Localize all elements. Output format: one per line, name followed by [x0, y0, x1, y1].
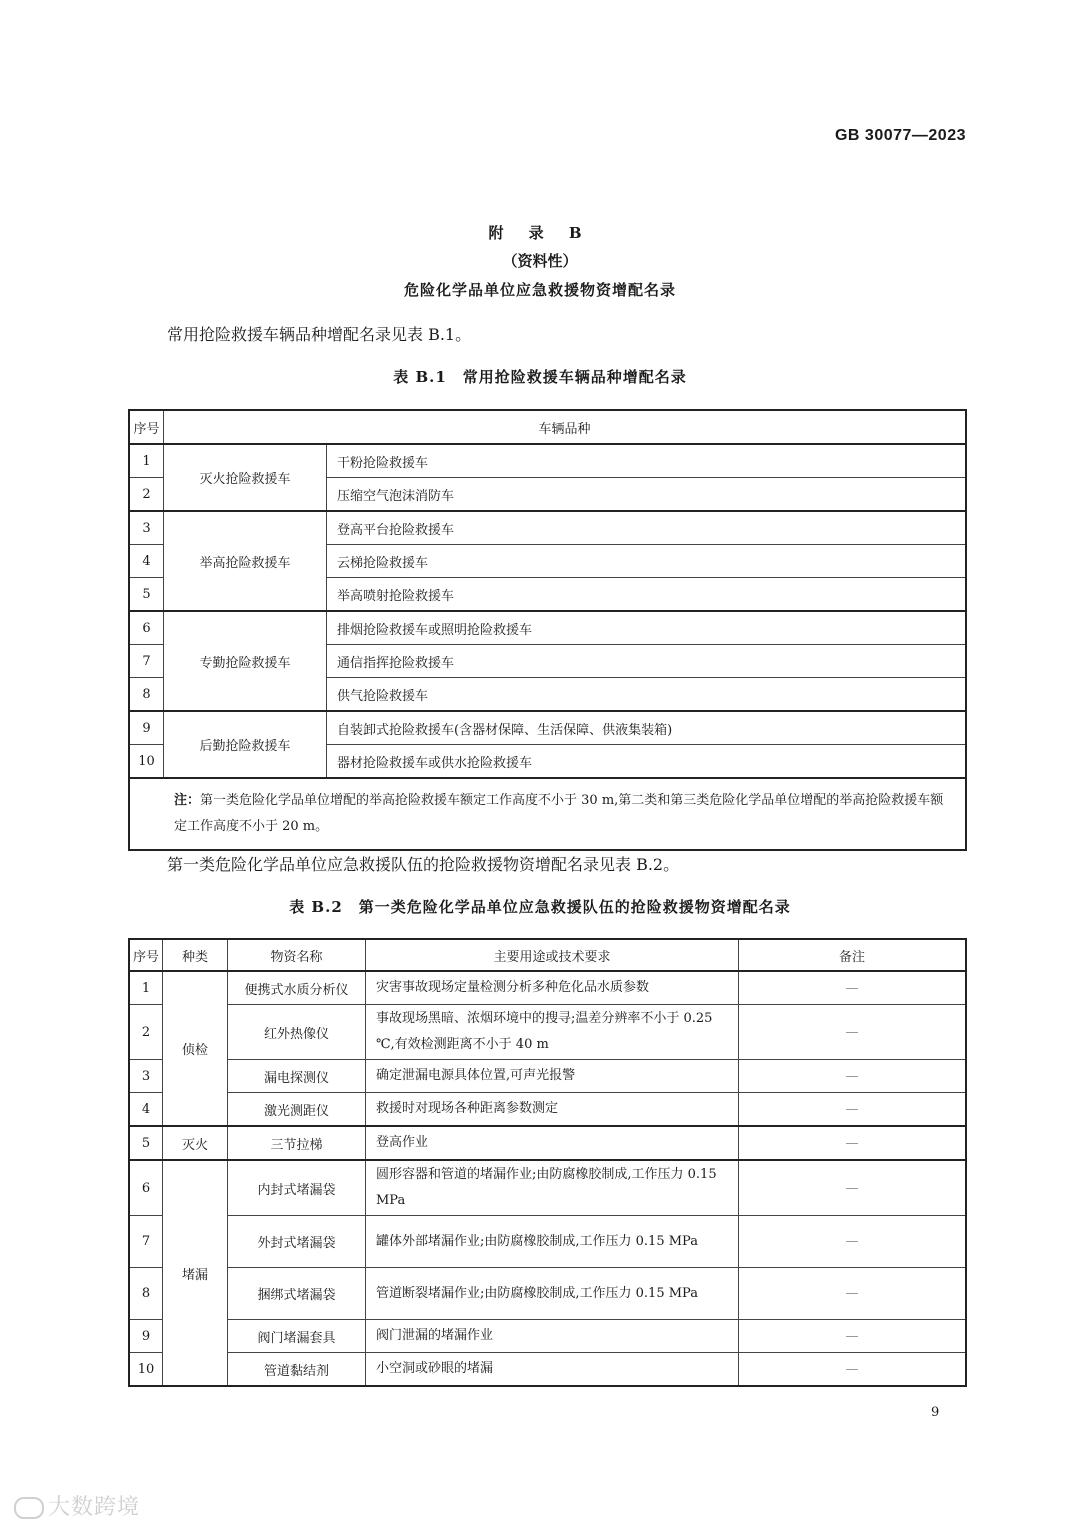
row-name: 内封式堵漏袋 — [228, 1160, 366, 1216]
note-text: 第一类危险化学品单位增配的举高抢险救援车额定工作高度不小于 30 m,第二类和第三类危险化学品单位增配的举高抢险救援车额定工作高度不小于 20 m。 — [174, 793, 944, 834]
table-row — [129, 1126, 966, 1160]
table-header-no: 序号 — [129, 410, 164, 444]
row-requirement: 罐体外部堵漏作业;由防腐橡胶制成,工作压力 0.15 MPa — [366, 1216, 739, 1268]
table-b1-caption: 表 B.1 常用抢险救援车辆品种增配名录 — [393, 368, 687, 386]
row-remark: — — [739, 1353, 967, 1387]
table-row — [129, 611, 966, 645]
row-remark: — — [739, 1320, 967, 1353]
row-remark: — — [739, 1060, 967, 1093]
row-remark: — — [739, 1093, 967, 1127]
row-name: 供气抢险救援车 — [327, 678, 967, 712]
appendix-title: 附 录 B — [488, 224, 592, 242]
row-name: 云梯抢险救援车 — [327, 545, 967, 578]
row-name: 自装卸式抢险救援车(含器材保障、生活保障、供液集装箱) — [327, 711, 967, 745]
row-no: 3 — [129, 511, 164, 545]
row-no: 6 — [129, 1160, 163, 1216]
table-b1 — [128, 409, 967, 851]
row-no: 1 — [129, 444, 164, 478]
table-row — [129, 444, 966, 478]
row-name: 压缩空气泡沫消防车 — [327, 478, 967, 512]
table-row — [129, 1093, 966, 1127]
table-b1-note — [129, 778, 966, 850]
table-header-remark: 备注 — [739, 939, 967, 971]
table-header-vehicle: 车辆品种 — [164, 410, 967, 444]
table-row — [129, 1320, 966, 1353]
table-row — [129, 1353, 966, 1387]
row-no: 3 — [129, 1060, 163, 1093]
intro-paragraph-1: 常用抢险救援车辆品种增配名录见表 B.1。 — [167, 325, 472, 344]
row-name: 干粉抢险救援车 — [327, 444, 967, 478]
row-no: 2 — [129, 478, 164, 512]
table-header-requirement: 主要用途或技术要求 — [366, 939, 739, 971]
appendix-name: 危险化学品单位应急救援物资增配名录 — [403, 281, 676, 299]
row-category: 后勤抢险救援车 — [164, 711, 327, 778]
standard-number: GB 30077—2023 — [834, 127, 966, 144]
row-no: 5 — [129, 1126, 163, 1160]
note-label: 注： — [174, 793, 201, 808]
row-requirement: 登高作业 — [366, 1126, 739, 1160]
row-no: 6 — [129, 611, 164, 645]
table-row — [129, 511, 966, 545]
row-name: 便携式水质分析仪 — [228, 971, 366, 1005]
table-header-no: 序号 — [129, 939, 163, 971]
row-no: 8 — [129, 1268, 163, 1320]
row-remark: — — [739, 1160, 967, 1216]
table-row — [129, 1160, 966, 1216]
row-remark: — — [739, 1268, 967, 1320]
row-no: 2 — [129, 1005, 163, 1060]
row-category: 专勤抢险救援车 — [164, 611, 327, 711]
row-no: 1 — [129, 971, 163, 1005]
row-remark: — — [739, 971, 967, 1005]
row-category: 灭火抢险救援车 — [164, 444, 327, 511]
row-kind: 侦检 — [163, 971, 228, 1126]
row-no: 4 — [129, 1093, 163, 1127]
row-no: 8 — [129, 678, 164, 712]
table-row — [129, 1005, 966, 1060]
row-requirement: 管道断裂堵漏作业;由防腐橡胶制成,工作压力 0.15 MPa — [366, 1268, 739, 1320]
row-requirement: 事故现场黑暗、浓烟环境中的搜寻;温差分辨率不小于 0.25 ℃,有效检测距离不小于 40 m — [366, 1005, 739, 1060]
row-name: 阀门堵漏套具 — [228, 1320, 366, 1353]
table-row — [129, 1060, 966, 1093]
row-name: 举高喷射抢险救援车 — [327, 578, 967, 612]
row-no: 7 — [129, 1216, 163, 1268]
row-no: 9 — [129, 1320, 163, 1353]
row-requirement: 确定泄漏电源具体位置,可声光报警 — [366, 1060, 739, 1093]
row-name: 登高平台抢险救援车 — [327, 511, 967, 545]
row-no: 5 — [129, 578, 164, 612]
row-requirement: 救援时对现场各种距离参数测定 — [366, 1093, 739, 1127]
row-name: 外封式堵漏袋 — [228, 1216, 366, 1268]
table-header-kind: 种类 — [163, 939, 228, 971]
row-requirement: 小空洞或砂眼的堵漏 — [366, 1353, 739, 1387]
row-category: 举高抢险救援车 — [164, 511, 327, 611]
table-row — [129, 1216, 966, 1268]
row-name: 器材抢险救援车或供水抢险救援车 — [327, 745, 967, 779]
row-name: 三节拉梯 — [228, 1126, 366, 1160]
page-number: 9 — [931, 1405, 940, 1420]
row-no: 9 — [129, 711, 164, 745]
row-requirement: 圆形容器和管道的堵漏作业;由防腐橡胶制成,工作压力 0.15 MPa — [366, 1160, 739, 1216]
watermark-text: 大数跨境 — [48, 1495, 141, 1520]
row-name: 管道黏结剂 — [228, 1353, 366, 1387]
table-row — [129, 711, 966, 745]
table-row — [129, 1268, 966, 1320]
table-b2-caption: 表 B.2 第一类危险化学品单位应急救援队伍的抢险救援物资增配名录 — [289, 898, 791, 916]
row-no: 7 — [129, 645, 164, 678]
row-name: 漏电探测仪 — [228, 1060, 366, 1093]
row-name: 捆绑式堵漏袋 — [228, 1268, 366, 1320]
row-name: 排烟抢险救援车或照明抢险救援车 — [327, 611, 967, 645]
row-no: 10 — [129, 1353, 163, 1387]
logo-icon — [14, 1497, 44, 1519]
row-name: 红外热像仪 — [228, 1005, 366, 1060]
appendix-type: （资料性） — [502, 252, 578, 270]
watermark — [14, 1490, 140, 1521]
table-b2 — [128, 938, 967, 1387]
row-name: 激光测距仪 — [228, 1093, 366, 1127]
table-row — [129, 971, 966, 1005]
row-kind: 堵漏 — [163, 1160, 228, 1386]
table-header-name: 物资名称 — [228, 939, 366, 971]
row-name: 通信指挥抢险救援车 — [327, 645, 967, 678]
row-kind: 灭火 — [163, 1126, 228, 1160]
row-remark: — — [739, 1216, 967, 1268]
row-remark: — — [739, 1005, 967, 1060]
intro-paragraph-2: 第一类危险化学品单位应急救援队伍的抢险救援物资增配名录见表 B.2。 — [167, 855, 680, 874]
row-requirement: 阀门泄漏的堵漏作业 — [366, 1320, 739, 1353]
row-no: 10 — [129, 745, 164, 779]
row-requirement: 灾害事故现场定量检测分析多种危化品水质参数 — [366, 971, 739, 1005]
row-no: 4 — [129, 545, 164, 578]
row-remark: — — [739, 1126, 967, 1160]
